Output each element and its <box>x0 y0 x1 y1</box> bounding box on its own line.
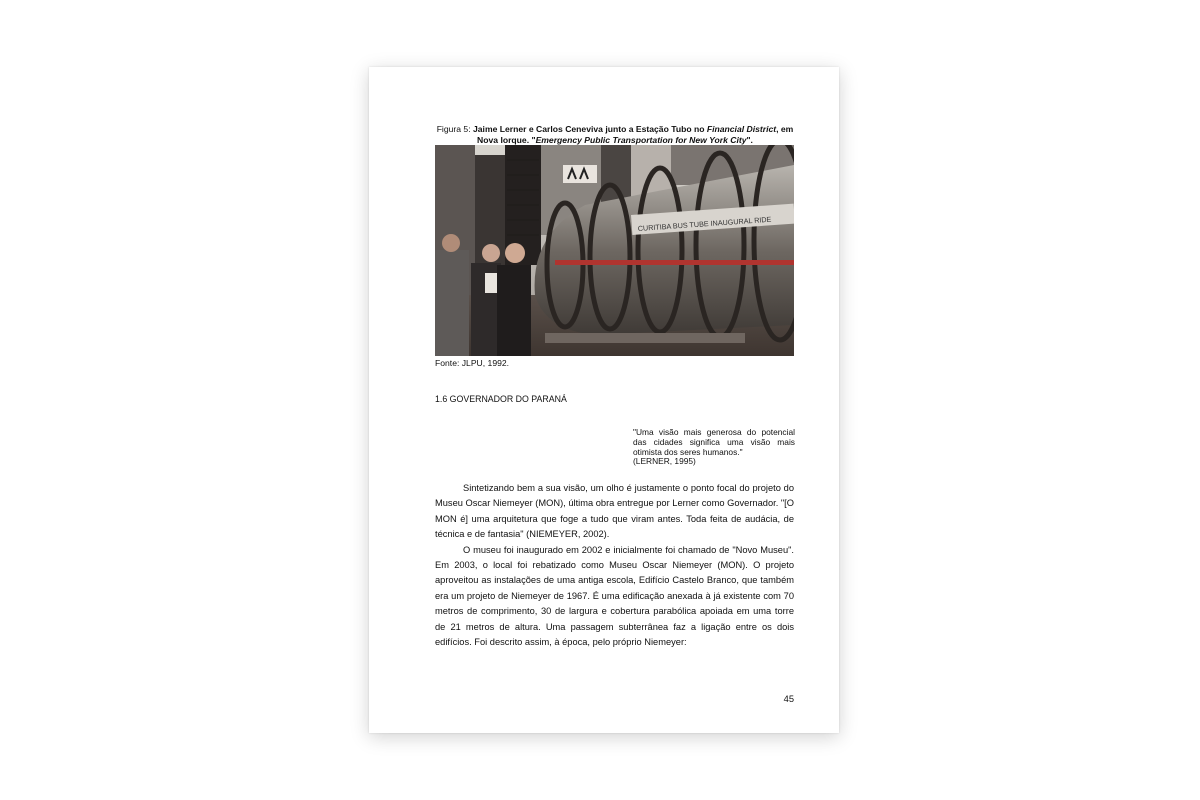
caption-prefix: Figura 5: <box>436 124 473 134</box>
figure-source: Fonte: JLPU, 1992. <box>435 358 510 368</box>
paragraph: O museu foi inaugurado em 2002 e inicialmente foi chamado de "Novo Museu". Em 2003, o local foi rebatizado como Museu Oscar Niemeyer (MON). O projeto aproveitou as instalações de uma antiga escola, Edifício Castelo Branco, que também era um projeto de Niemeyer de 1967. É uma edificação anexada à já existente com 70 metros de comprimento, 30 de largura e cobertura parabólica apoiada em uma torre de 21 metros de altura. Uma passagem subterrânea faz a ligação entre os dois edifícios. Foi descrito assim, à época, pelo próprio Niemeyer: <box>435 544 794 648</box>
figure-caption <box>435 124 795 145</box>
caption-italic-1: Financial District <box>706 124 777 134</box>
people-silhouettes <box>435 234 531 356</box>
caption-bold-3: ". <box>746 134 753 145</box>
tube-banner-text: CURITIBA BUS TUBE INAUGURAL RIDE <box>637 214 772 233</box>
epigraph-text: "Uma visão mais generosa do potencial das cidades significa uma visão mais otimista dos seres humanos." <box>633 427 795 457</box>
section-heading: 1.6 GOVERNADOR DO PARANÁ <box>435 394 567 404</box>
caption-bold-1: Jaime Lerner e Carlos Ceneviva junto a Estação Tubo no <box>473 124 707 134</box>
epigraph-citation: (LERNER, 1995) <box>633 456 696 467</box>
caption-italic-2: Emergency Public Transportation for New York City <box>535 134 747 145</box>
page-number: 45 <box>783 694 794 704</box>
body-text <box>435 481 794 650</box>
paragraph: Sintetizando bem a sua visão, um olho é justamente o ponto focal do projeto do Museu Oscar Niemeyer (MON), última obra entregue por Lerner como Governador. "[O MON é] uma arquitetura que foge a tudo que viram antes. Toda feita de audácia, de técnica e de fantasia" (NIEMEYER, 2002). <box>435 483 794 540</box>
epigraph <box>633 428 795 467</box>
caption-bold-2: , em Nova Iorque. " <box>477 124 794 145</box>
figure-photo <box>435 145 794 356</box>
document-page <box>369 67 839 733</box>
